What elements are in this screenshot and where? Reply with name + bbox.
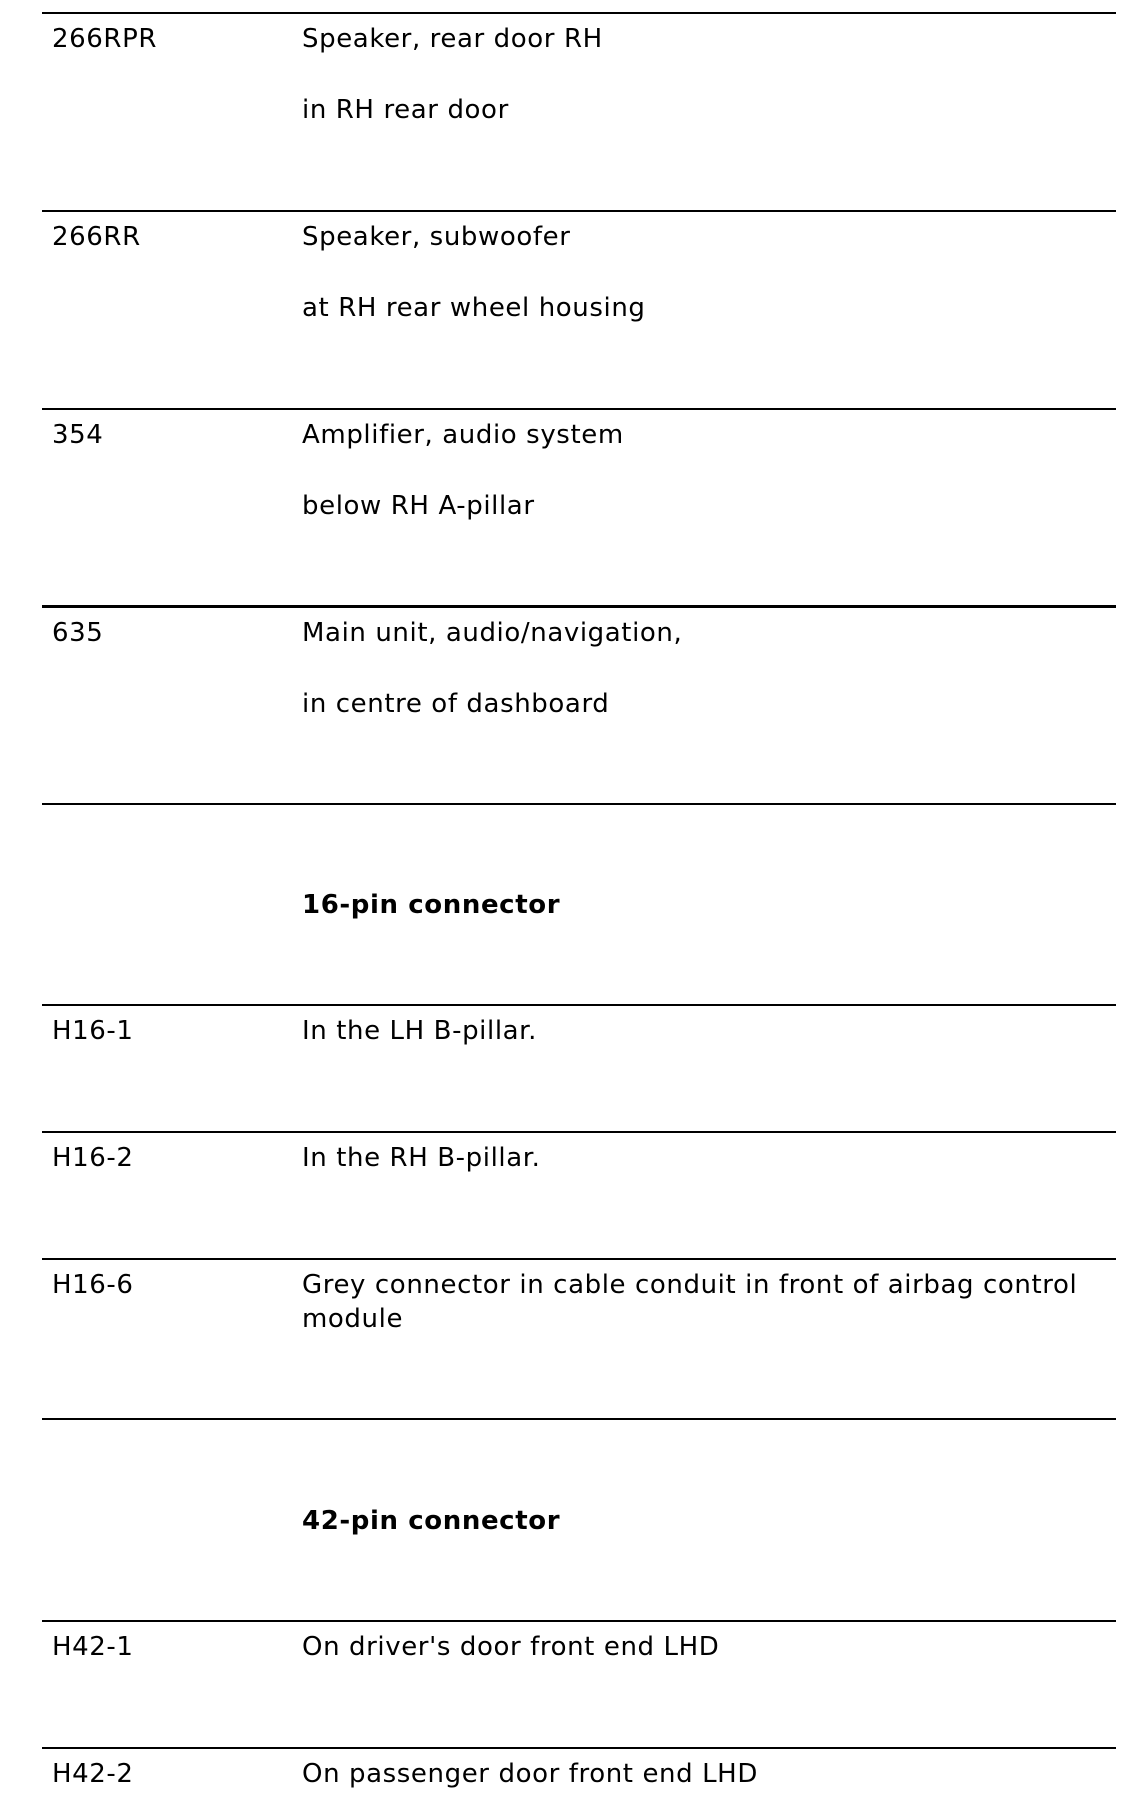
connector-code: H16-2 bbox=[52, 1143, 134, 1173]
component-location: below RH A-pillar bbox=[302, 491, 535, 521]
connector-code: H16-6 bbox=[52, 1270, 134, 1300]
section-heading: 42-pin connector bbox=[302, 1506, 561, 1536]
connector-location: In the LH B-pillar. bbox=[302, 1016, 537, 1046]
row-divider bbox=[42, 803, 1116, 805]
component-title: Main unit, audio/navigation, bbox=[302, 618, 683, 648]
row-divider bbox=[42, 605, 1116, 608]
row-divider bbox=[42, 1131, 1116, 1133]
row-divider bbox=[42, 408, 1116, 410]
connector-location: On passenger door front end LHD bbox=[302, 1759, 758, 1789]
row-divider bbox=[42, 1004, 1116, 1006]
row-divider bbox=[42, 1418, 1116, 1420]
row-divider bbox=[42, 1620, 1116, 1622]
component-title: Speaker, rear door RH bbox=[302, 24, 603, 54]
section-heading: 16-pin connector bbox=[302, 890, 561, 920]
row-divider bbox=[42, 210, 1116, 212]
component-title: Speaker, subwoofer bbox=[302, 222, 571, 252]
component-location: in RH rear door bbox=[302, 95, 509, 125]
component-title: Amplifier, audio system bbox=[302, 420, 624, 450]
row-divider bbox=[42, 12, 1116, 14]
component-code: 635 bbox=[52, 618, 104, 648]
connector-code: H16-1 bbox=[52, 1016, 134, 1046]
connector-code: H42-2 bbox=[52, 1759, 134, 1789]
component-code: 354 bbox=[52, 420, 104, 450]
row-divider bbox=[42, 1747, 1116, 1749]
component-code: 266RR bbox=[52, 222, 141, 252]
connector-location: On driver's door front end LHD bbox=[302, 1632, 720, 1662]
component-location: at RH rear wheel housing bbox=[302, 293, 646, 323]
connector-location: In the RH B-pillar. bbox=[302, 1143, 541, 1173]
connector-location: Grey connector in cable conduit in front of airbag control module bbox=[302, 1270, 1078, 1334]
row-divider bbox=[42, 1258, 1116, 1260]
component-code: 266RPR bbox=[52, 24, 158, 54]
component-location: in centre of dashboard bbox=[302, 689, 610, 719]
connector-code: H42-1 bbox=[52, 1632, 134, 1662]
